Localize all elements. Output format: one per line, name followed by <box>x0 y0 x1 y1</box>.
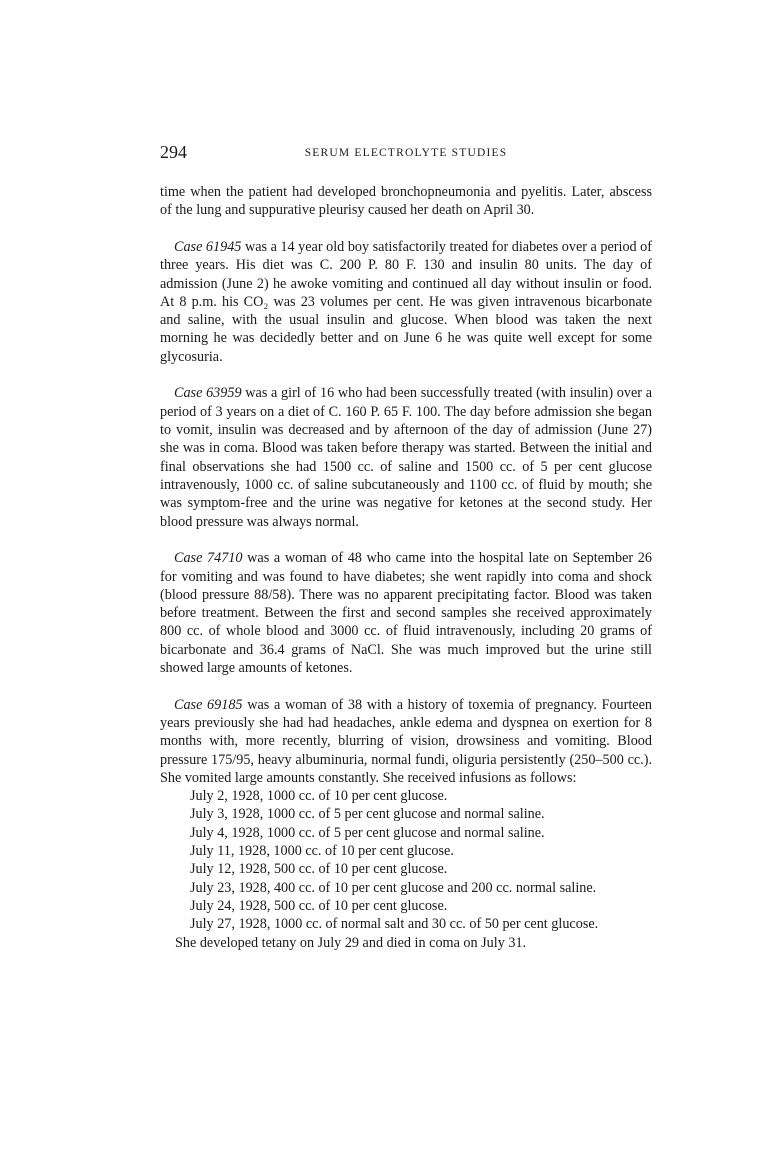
case-id: Case 74710 <box>174 550 243 567</box>
infusion-item: July 27, 1928, 1000 cc. of normal salt and 30 cc. of 50 per cent glucose. <box>190 916 599 933</box>
closing-line: She developed tetany on July 29 and died in coma on July 31. <box>175 934 527 951</box>
page-number: 294 <box>160 142 187 162</box>
continuation-paragraph <box>160 183 652 220</box>
case-id: Case 69185 <box>174 696 243 713</box>
infusion-list <box>160 787 652 933</box>
paragraph-text: time when the patient had developed bronchopneumonia and pyelitis. Later, abscess of the lung and suppurative pleurisy caused her death on April 30. <box>160 184 652 219</box>
infusion-item: July 23, 1928, 400 cc. of 10 per cent glucose and 200 cc. normal saline. <box>190 879 597 896</box>
infusion-item: July 4, 1928, 1000 cc. of 5 per cent glucose and normal saline. <box>190 824 545 841</box>
case-id: Case 61945 <box>174 238 242 255</box>
page-header <box>160 141 652 167</box>
infusion-item: July 11, 1928, 1000 cc. of 10 per cent glucose. <box>190 843 454 860</box>
case-paragraph-69185 <box>160 696 652 787</box>
paragraph-text: was a girl of 16 who had been successfully treated (with insulin) over a period of 3 years on a diet of C. 160 P. 65 F. 100. The day before admission she began to vomit, insulin was decreased and by afternoon of the day of admission (June 27) she was in coma. Blood was taken before therapy was started. Between the initial and final observations she had 1500 cc. of saline and 1500 cc. of 5 per cent glucose intravenously, 1000 cc. of saline subcutaneously and 1100 cc. of fluid by mouth; she was symptom-free and the urine was negative for ketones at the second study. Her blood pressure was always normal. <box>160 385 653 530</box>
infusion-item: July 12, 1928, 500 cc. of 10 per cent glucose. <box>190 861 448 878</box>
case-paragraph-61945 <box>160 238 652 366</box>
paragraph-text: was a woman of 48 who came into the hospital late on September 26 for vomiting and was found to have diabetes; she went rapidly into coma and shock (blood pressure 88/58). There was no apparent precipitating factor. Blood was taken before treatment. Between the first and second samples she received approximately 800 cc. of whole blood and 3000 cc. of fluid intravenously, including 20 grams of bicarbonate and 36.4 grams of NaCl. She was much improved but the urine still showed large amounts of ketones. <box>160 550 652 676</box>
case-id: Case 63959 <box>174 385 242 402</box>
paragraph-text: was a woman of 38 with a history of toxemia of pregnancy. Fourteen years previously she had had headaches, ankle edema and dyspnea on exertion for 8 months with, more recently, blurring of vision, drowsiness and vomiting. Blood pressure 175/95, heavy albuminuria, normal fundi, oliguria persistently (250–500 cc.). She vomited large amounts constantly. She received infusions as follows: <box>160 696 652 786</box>
infusion-item: July 24, 1928, 500 cc. of 10 per cent glucose. <box>190 897 448 914</box>
case-paragraph-74710 <box>160 549 652 677</box>
case-paragraph-63959 <box>160 384 652 530</box>
page-body <box>160 183 652 952</box>
paragraph-text: was a 14 year old boy satisfactorily treated for diabetes over a period of three years. His diet was C. 200 P. 80 F. 130 and insulin 80 units. The day of admission (June 2) he awoke vomiting and continued all day without insulin or food. At 8 p.m. his CO₂ was 23 volumes per cent. He was given intravenous bicarbonate and saline, with the usual insulin and glucose. When blood was taken the next morning he was decidedly better and on June 6 he was quite well except for some glycosuria. <box>160 238 653 365</box>
running-head: SERUM ELECTROLYTE STUDIES <box>304 147 508 159</box>
infusion-item: July 3, 1928, 1000 cc. of 5 per cent glucose and normal saline. <box>190 806 545 823</box>
infusion-item: July 2, 1928, 1000 cc. of 10 per cent glucose. <box>190 788 448 805</box>
